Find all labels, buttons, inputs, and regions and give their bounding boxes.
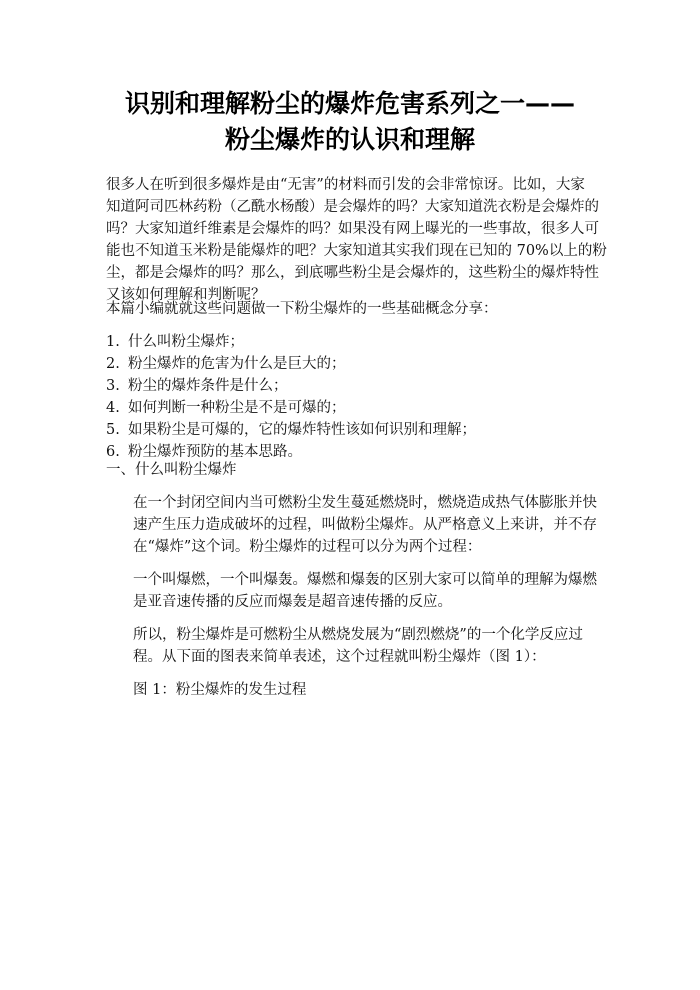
list-item (106, 397, 592, 419)
list-item-text: 如何判断一种粉尘是不是可爆的； (128, 400, 346, 416)
list-item (106, 331, 592, 353)
list-item (106, 419, 592, 441)
list-item (106, 353, 592, 375)
intro-line: 能也不知道玉米粉是能爆炸的吧？大家知道其实我们现在已知的 70%以上的粉 (106, 243, 607, 259)
section1-paragraph-2 (133, 569, 597, 613)
list-item (106, 375, 592, 397)
title-line-2: 粉尘爆炸的认识和理解 (224, 125, 475, 154)
paragraph-line: 程。从下面的图表来简单表述，这个过程就叫粉尘爆炸（图 1）： (133, 649, 546, 665)
list-item-number: 3. (106, 378, 120, 394)
figure-caption-text: 图 1：粉尘爆炸的发生过程 (133, 682, 307, 698)
share-paragraph (106, 298, 592, 320)
list-item-number: 4. (106, 400, 120, 416)
list-item-number: 1. (106, 334, 120, 350)
paragraph-line: 一个叫爆燃，一个叫爆轰。爆燃和爆轰的区别大家可以简单的理解为爆燃 (133, 572, 597, 588)
intro-line: 尘，都是会爆炸的吗？那么，到底哪些粉尘是会爆炸的，这些粉尘的爆炸特性 (106, 265, 599, 281)
intro-paragraph (106, 174, 607, 306)
figure-caption (133, 679, 593, 701)
list-item-text: 什么叫粉尘爆炸； (128, 334, 244, 350)
paragraph-line: 在“爆炸”这个词。粉尘爆炸的过程可以分为两个过程： (133, 539, 482, 555)
intro-line: 知道阿司匹林药粉（乙酰水杨酸）是会爆炸的吗？大家知道洗衣粉是会爆炸的 (106, 199, 599, 215)
list-item-text: 粉尘的爆炸条件是什么； (128, 378, 288, 394)
document-title (0, 86, 700, 158)
section-heading-text: 一、什么叫粉尘爆炸 (106, 462, 237, 478)
list-item-text: 如果粉尘是可爆的，它的爆炸特性该如何识别和理解； (128, 422, 476, 438)
paragraph-line: 在一个封闭空间内当可燃粉尘发生蔓延燃烧时，燃烧造成热气体膨胀并快 (133, 495, 597, 511)
title-line-1: 识别和理解粉尘的爆炸危害系列之一—— (124, 89, 575, 118)
section1-paragraph-3 (133, 624, 593, 668)
list-item-number: 2. (106, 356, 120, 372)
list-item-text: 粉尘爆炸预防的基本思路。 (128, 444, 302, 460)
list-item-number: 5. (106, 422, 120, 438)
intro-line: 很多人在听到很多爆炸是由“无害”的材料而引发的会非常惊讶。比如，大家 (106, 177, 585, 193)
paragraph-line: 速产生压力造成破坏的过程，叫做粉尘爆炸。从严格意义上来讲，并不存 (133, 517, 597, 533)
intro-line: 吗？大家知道纤维素是会爆炸的吗？如果没有网上曝光的一些事故，很多人可 (106, 221, 599, 237)
list-item-text: 粉尘爆炸的危害为什么是巨大的； (128, 356, 346, 372)
share-line: 本篇小编就就这些问题做一下粉尘爆炸的一些基础概念分享： (106, 301, 498, 317)
paragraph-line: 是亚音速传播的反应而爆轰是超音速传播的反应。 (133, 594, 452, 610)
topic-list (106, 331, 592, 463)
intro-line: 又该如何理解和判断呢？ (106, 287, 266, 303)
list-item-number: 6. (106, 444, 120, 460)
paragraph-line: 所以，粉尘爆炸是可燃粉尘从燃烧发展为“剧烈燃烧”的一个化学反应过 (133, 627, 583, 643)
section1-paragraph-1 (133, 492, 597, 558)
section1-heading (106, 459, 592, 481)
